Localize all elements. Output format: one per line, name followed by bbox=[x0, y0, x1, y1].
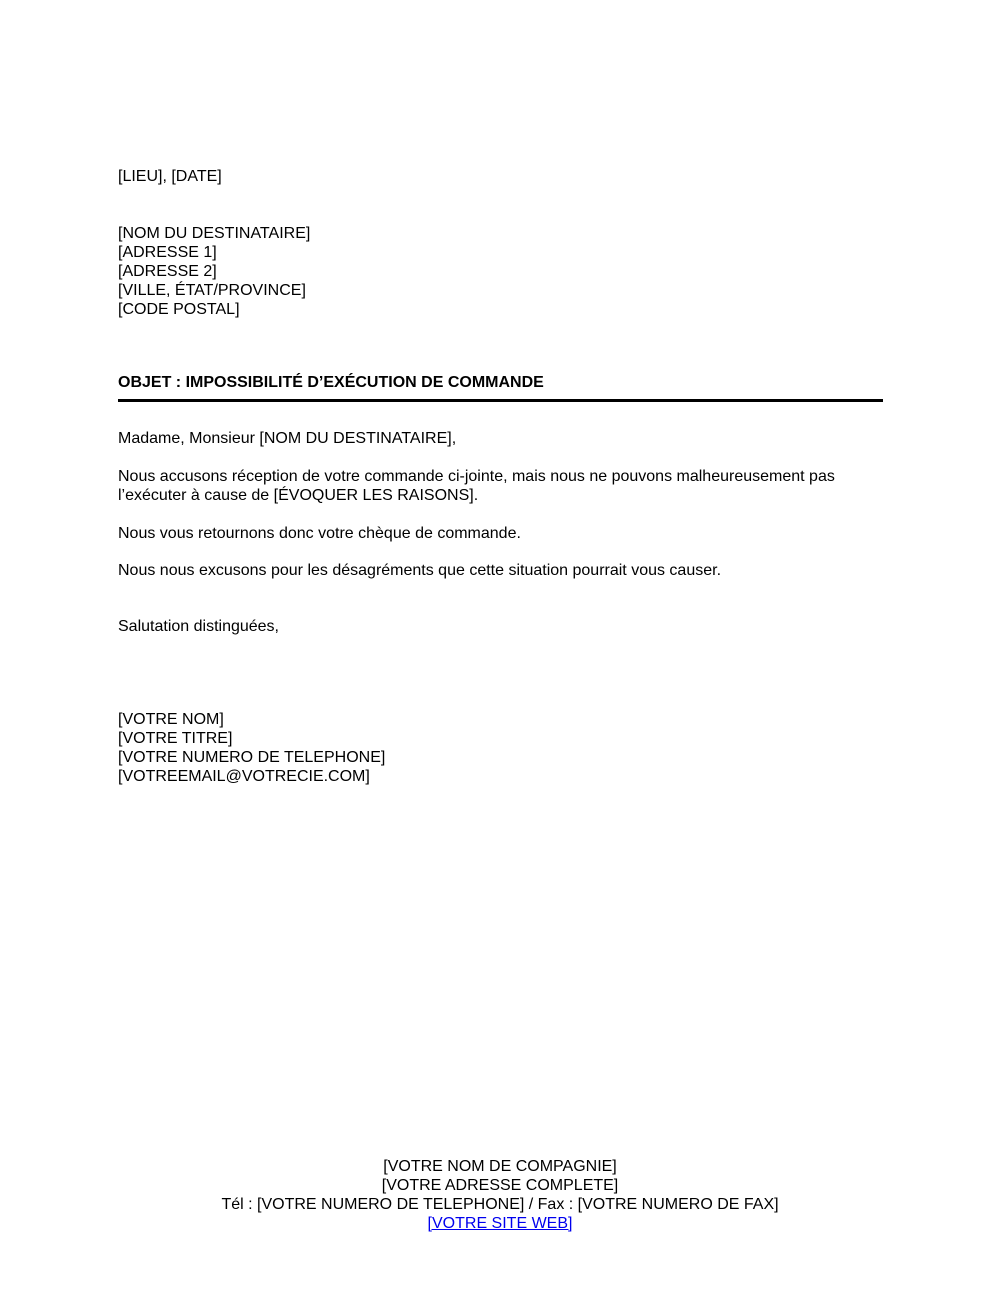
recipient-postal-code: [CODE POSTAL] bbox=[118, 301, 240, 318]
signature-email: [VOTREEMAIL@VOTRECIE.COM] bbox=[118, 768, 370, 785]
company-footer bbox=[0, 1157, 1000, 1233]
paragraph-3: Nous nous excusons pour les désagréments que cette situation pourrait vous causer. bbox=[118, 562, 722, 579]
recipient-address2: [ADRESSE 2] bbox=[118, 263, 217, 280]
footer-address: [VOTRE ADRESSE COMPLETE] bbox=[381, 1177, 619, 1194]
signature-title: [VOTRE TITRE] bbox=[118, 730, 233, 747]
footer-company-name: [VOTRE NOM DE COMPAGNIE] bbox=[383, 1158, 617, 1175]
recipient-address1: [ADRESSE 1] bbox=[118, 244, 217, 261]
recipient-name: [NOM DU DESTINATAIRE] bbox=[118, 225, 311, 242]
signature-name: [VOTRE NOM] bbox=[118, 711, 224, 728]
signature-phone: [VOTRE NUMERO DE TELEPHONE] bbox=[118, 749, 386, 766]
paragraph-1-line-2: l’exécuter à cause de [ÉVOQUER LES RAISONS]. bbox=[118, 487, 479, 504]
paragraph-2: Nous vous retournons donc votre chèque de commande. bbox=[118, 525, 521, 542]
closing: Salutation distinguées, bbox=[118, 618, 279, 635]
place-date: [LIEU], [DATE] bbox=[118, 168, 222, 185]
footer-contact: Tél : [VOTRE NUMERO DE TELEPHONE] / Fax : [VOTRE NUMERO DE FAX] bbox=[221, 1196, 779, 1213]
greeting: Madame, Monsieur [NOM DU DESTINATAIRE], bbox=[118, 430, 457, 447]
recipient-city-state: [VILLE, ÉTAT/PROVINCE] bbox=[118, 282, 306, 299]
recipient-address-block bbox=[118, 224, 310, 319]
signature-block bbox=[118, 710, 385, 786]
paragraph-1 bbox=[118, 467, 835, 505]
paragraph-1-line-1: Nous accusons réception de votre commande ci-jointe, mais nous ne pouvons malheureusement pas bbox=[118, 468, 835, 485]
footer-website-link[interactable]: [VOTRE SITE WEB] bbox=[427, 1215, 573, 1232]
subject-line: OBJET : IMPOSSIBILITÉ D’EXÉCUTION DE COMMANDE bbox=[118, 374, 544, 391]
subject-divider bbox=[118, 399, 883, 402]
